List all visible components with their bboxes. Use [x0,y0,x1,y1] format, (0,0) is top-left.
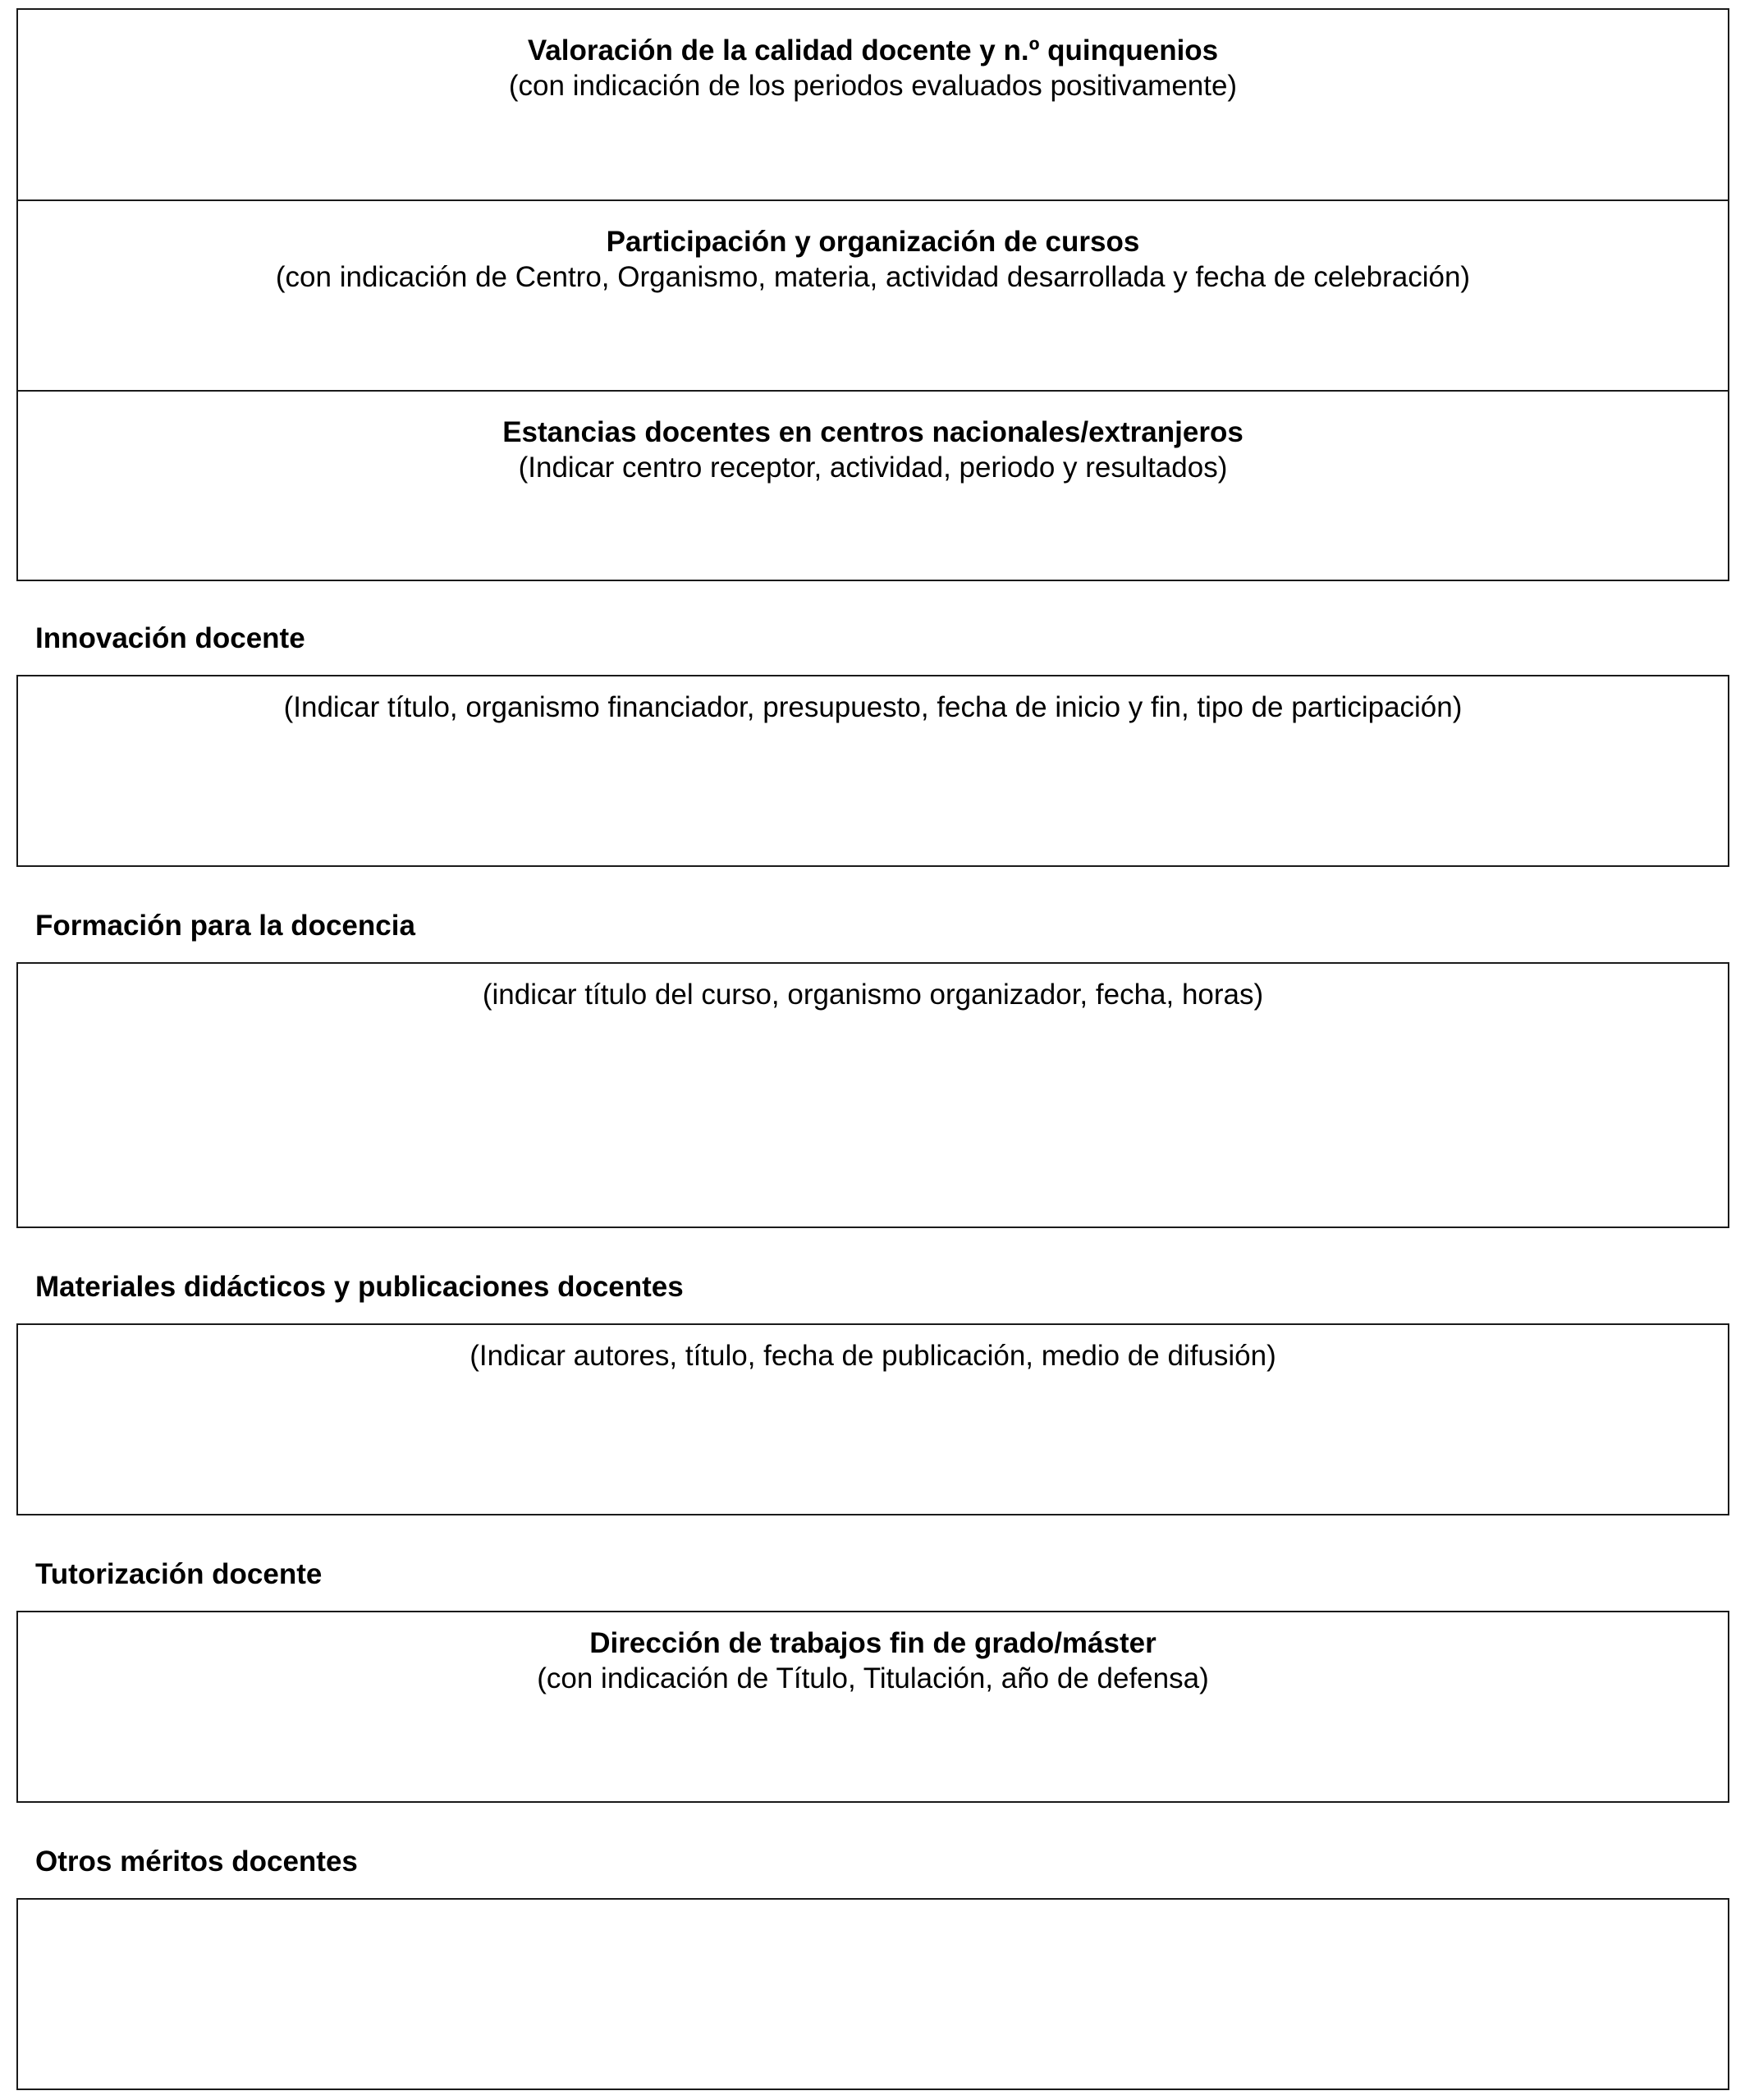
row-title: Estancias docentes en centros nacionales/extranjeros [502,416,1243,448]
field-hint: (con indicación de Título, Titulación, año de defensa) [537,1662,1209,1694]
section-heading-teaching-materials: Materiales didácticos y publicaciones docentes [35,1271,684,1303]
field-content [18,1612,1728,1801]
teaching-merits-table [16,8,1729,581]
teaching-materials-field[interactable] [16,1323,1729,1515]
table-row-courses[interactable] [18,199,1728,391]
row-hint: (Indicar centro receptor, actividad, periodo y resultados) [518,452,1228,484]
table-row-teaching-stays[interactable] [18,390,1728,581]
section-heading-other-merits: Otros méritos docentes [35,1846,358,1878]
field-hint: (Indicar autores, título, fecha de publicación, medio de difusión) [469,1340,1276,1372]
field-hint: (indicar título del curso, organismo organizador, fecha, horas) [482,979,1264,1011]
field-content [18,1325,1728,1514]
row-hint: (con indicación de Centro, Organismo, materia, actividad desarrollada y fecha de celebración) [275,261,1471,293]
thesis-supervision-field[interactable] [16,1611,1729,1803]
table-row-teaching-quality[interactable] [18,10,1728,200]
field-content [18,676,1728,865]
row-title: Valoración de la calidad docente y n.º quinquenios [527,34,1219,66]
section-heading-teaching-innovation: Innovación docente [35,622,305,654]
teaching-innovation-field[interactable] [16,675,1729,867]
row-hint: (con indicación de los periodos evaluados positivamente) [508,70,1238,102]
row-title: Participación y organización de cursos [606,226,1140,258]
teacher-training-field[interactable] [16,962,1729,1228]
field-hint: (Indicar título, organismo financiador, presupuesto, fecha de inicio y fin, tipo de participación) [283,691,1463,723]
section-heading-teacher-training: Formación para la docencia [35,910,415,942]
other-merits-field[interactable] [16,1898,1729,2090]
field-title: Dirección de trabajos fin de grado/máster [589,1627,1156,1659]
field-content [18,964,1728,1227]
section-heading-teaching-tutoring: Tutorización docente [35,1558,323,1590]
